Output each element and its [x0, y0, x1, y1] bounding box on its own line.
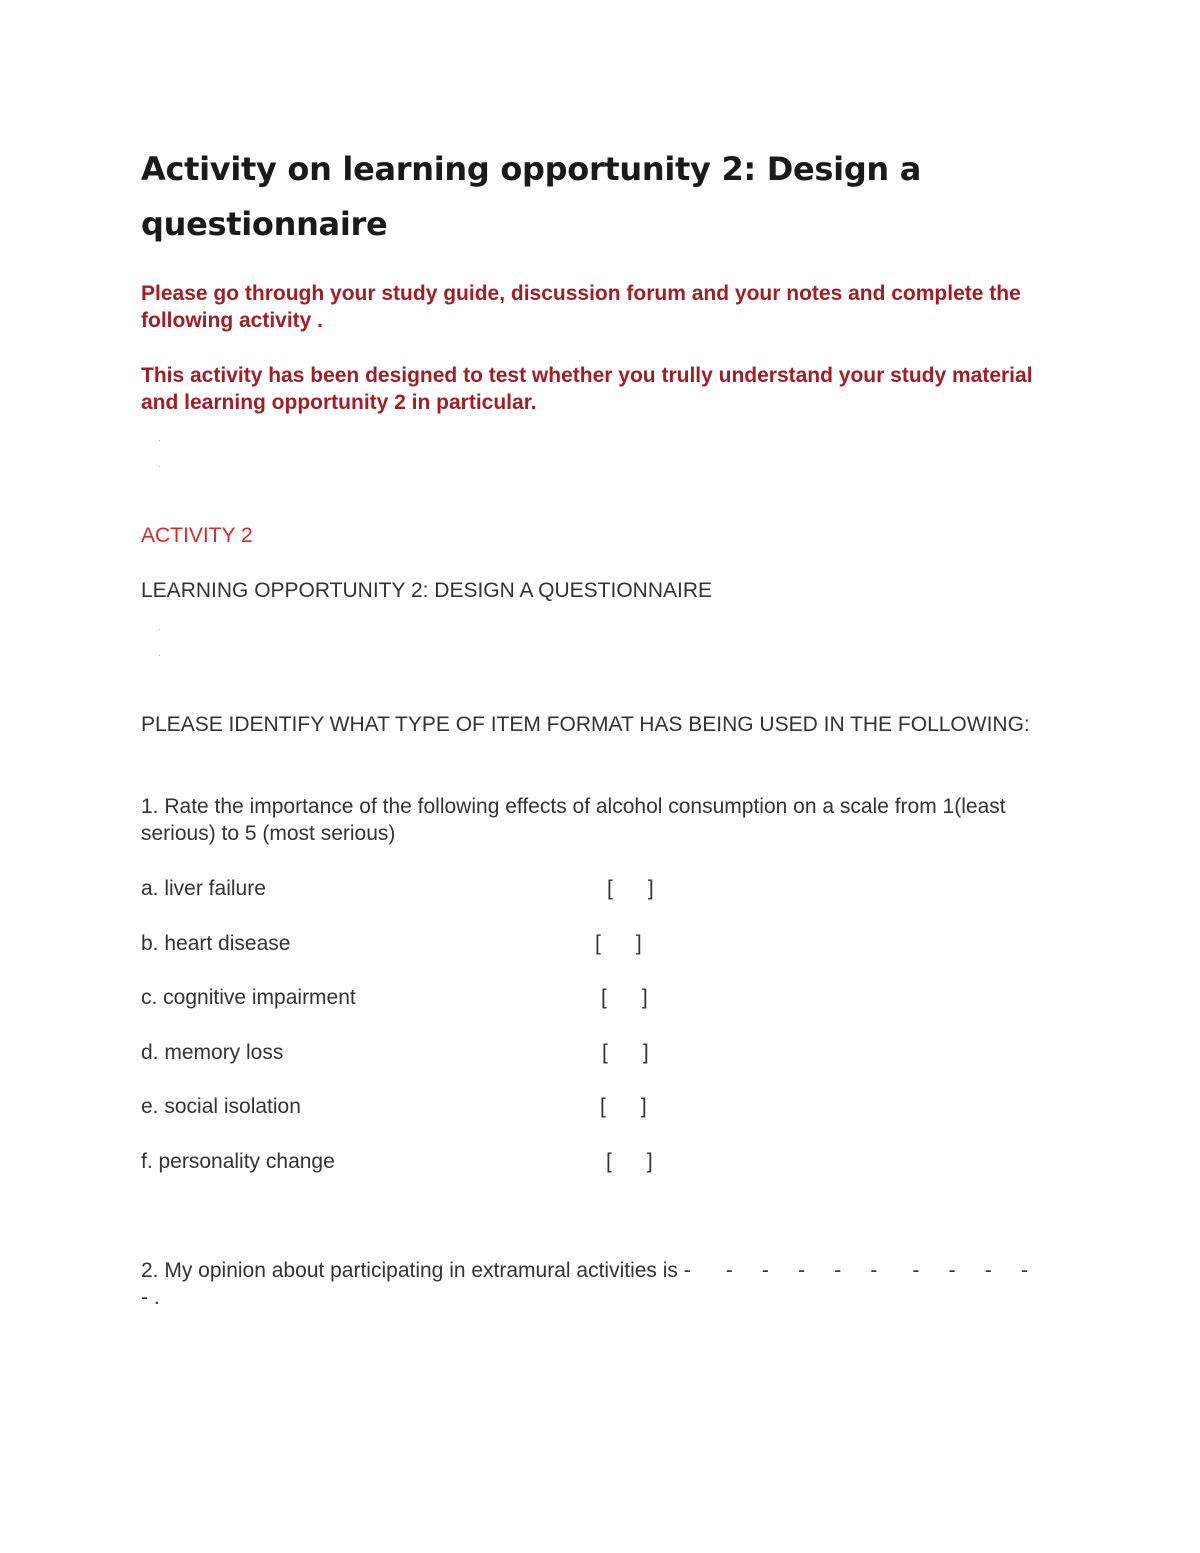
- intro-paragraph-purpose: This activity has been designed to test whether you trully understand your study material and learning opportunity 2 in particular.: [141, 364, 1033, 414]
- page-title: Activity on learning opportunity 2: Design a questionnaire: [141, 150, 922, 243]
- list-item: [141, 984, 841, 1011]
- list-item: [141, 1148, 841, 1175]
- list-item: [141, 930, 841, 957]
- bullet-dot: ·: [158, 436, 161, 445]
- question-2-text: 2. My opinion about participating in extramural activities is - - - - - - - - - - - .: [141, 1259, 1058, 1309]
- list-item: [141, 875, 841, 902]
- item-label: c. cognitive impairment: [141, 986, 356, 1009]
- bullet-dot: ·: [158, 462, 161, 471]
- item-label: e. social isolation: [141, 1095, 301, 1118]
- answer-bracket: [ ]: [602, 1041, 649, 1064]
- answer-bracket: [ ]: [600, 1095, 647, 1118]
- bullet-dot: ·: [158, 625, 161, 634]
- intro-paragraph-instructions: Please go through your study guide, discussion forum and your notes and complete the following activity .: [141, 282, 1021, 332]
- instruction-text: PLEASE IDENTIFY WHAT TYPE OF ITEM FORMAT HAS BEING USED IN THE FOLLOWING:: [141, 713, 1030, 736]
- answer-bracket: [ ]: [601, 986, 648, 1009]
- list-item: [141, 1093, 841, 1120]
- item-label: f. personality change: [141, 1150, 335, 1173]
- list-item: [141, 1039, 841, 1066]
- answer-bracket: [ ]: [606, 1150, 653, 1173]
- activity-heading: ACTIVITY 2: [141, 524, 253, 547]
- learning-opportunity-heading: LEARNING OPPORTUNITY 2: DESIGN A QUESTIONNAIRE: [141, 579, 713, 602]
- answer-bracket: [ ]: [595, 932, 642, 955]
- item-label: d. memory loss: [141, 1041, 284, 1064]
- item-label: a. liver failure: [141, 877, 266, 900]
- answer-bracket: [ ]: [607, 877, 654, 900]
- question-1-text: 1. Rate the importance of the following effects of alcohol consumption on a scale from 1(least serious) to 5 (most serious): [141, 795, 1006, 845]
- bullet-dot: ·: [158, 651, 161, 660]
- item-label: b. heart disease: [141, 932, 291, 955]
